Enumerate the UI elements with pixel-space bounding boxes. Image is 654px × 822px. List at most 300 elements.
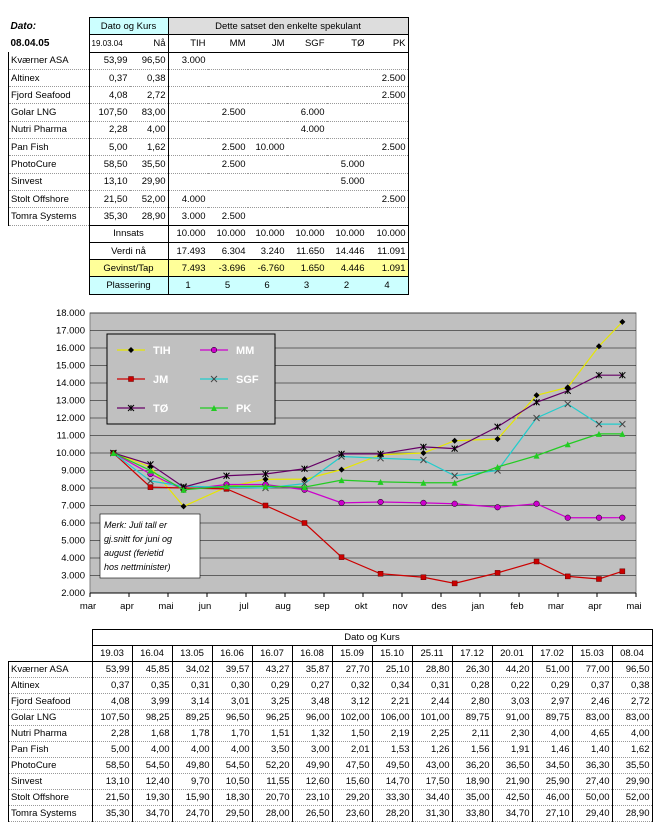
circle-marker — [452, 501, 458, 507]
price-cell: 1,40 — [572, 742, 612, 758]
line-chart — [0, 296, 654, 618]
price-cell: 39,57 — [212, 662, 252, 678]
y-tick-label: 7.000 — [61, 500, 85, 512]
legend-label: PK — [236, 403, 252, 415]
bet-cell — [327, 121, 367, 138]
x-tick-label: feb — [510, 601, 524, 612]
chart-note — [100, 514, 200, 578]
legend-label: SGF — [236, 374, 259, 386]
bet-cell — [287, 208, 327, 225]
bet-cell: 5.000 — [327, 156, 367, 173]
bet-cell — [168, 69, 208, 86]
bet-cell — [208, 121, 248, 138]
now-price: 2,72 — [130, 87, 169, 104]
date-header: 15.09 — [332, 646, 372, 662]
price-cell: 9,70 — [172, 774, 212, 790]
bet-cell: 2.500 — [367, 139, 409, 156]
bet-cell — [168, 173, 208, 190]
bet-cell — [287, 52, 327, 69]
price-cell: 18,90 — [452, 774, 492, 790]
date-header: 15.10 — [372, 646, 412, 662]
x-tick-label: okt — [354, 601, 368, 612]
stock-name: Kværner ASA — [9, 52, 90, 69]
bet-cell — [367, 104, 409, 121]
price-cell: 96,50 — [212, 710, 252, 726]
bet-cell — [208, 69, 248, 86]
now-price: 29,90 — [130, 173, 169, 190]
y-axis — [56, 308, 85, 599]
price-cell: 2,01 — [332, 742, 372, 758]
price-cell: 0,37 — [92, 678, 132, 694]
bet-cell — [248, 87, 287, 104]
price-cell: 107,50 — [92, 710, 132, 726]
price-cell: 36,20 — [452, 758, 492, 774]
price-cell: 21,50 — [92, 790, 132, 806]
price-cell: 18,30 — [212, 790, 252, 806]
bet-cell — [287, 173, 327, 190]
price-cell: 3,03 — [492, 694, 532, 710]
price-cell: 0,32 — [332, 678, 372, 694]
bet-cell: 2.500 — [208, 104, 248, 121]
legend-label: JM — [153, 374, 169, 386]
price-cell: 29,90 — [612, 774, 652, 790]
start-price: 53,99 — [89, 52, 130, 69]
price-row — [9, 790, 653, 806]
price-cell: 14,70 — [372, 774, 412, 790]
price-cell: 101,00 — [412, 710, 452, 726]
price-cell: 36,30 — [572, 758, 612, 774]
price-cell: 4,00 — [532, 726, 572, 742]
price-cell: 25,90 — [532, 774, 572, 790]
price-cell: 46,00 — [532, 790, 572, 806]
price-cell: 25,10 — [372, 662, 412, 678]
circle-marker — [495, 504, 501, 510]
stock-name: Fjord Seafood — [9, 87, 90, 104]
bet-cell — [287, 69, 327, 86]
price-cell: 1,53 — [372, 742, 412, 758]
price-cell: 12,40 — [132, 774, 172, 790]
summary-value: 4 — [367, 277, 409, 294]
start-price: 5,00 — [89, 139, 130, 156]
square-marker — [302, 521, 307, 526]
date-header: 08.04 — [612, 646, 652, 662]
col-na: Nå — [130, 35, 169, 52]
bet-cell: 4.000 — [287, 121, 327, 138]
bet-cell — [248, 104, 287, 121]
bet-cell — [327, 208, 367, 225]
stock-name: Golar LNG — [9, 710, 93, 726]
price-cell: 52,20 — [252, 758, 292, 774]
x-tick-label: sep — [314, 601, 330, 612]
note-line: hos nettminister) — [104, 562, 171, 572]
stock-row — [9, 156, 409, 173]
bet-cell — [208, 52, 248, 69]
stock-name: Fjord Seafood — [9, 694, 93, 710]
summary-row — [9, 242, 409, 259]
price-row — [9, 806, 653, 822]
now-price: 83,00 — [130, 104, 169, 121]
summary-value: 6 — [248, 277, 287, 294]
bet-cell — [168, 156, 208, 173]
bet-cell — [208, 173, 248, 190]
date-header: 16.08 — [292, 646, 332, 662]
x-axis — [80, 593, 642, 612]
price-cell: 24,70 — [172, 806, 212, 822]
price-cell: 27,70 — [332, 662, 372, 678]
bet-cell — [248, 208, 287, 225]
price-cell: 34,50 — [532, 758, 572, 774]
price-cell: 106,00 — [372, 710, 412, 726]
bet-cell: 2.500 — [208, 156, 248, 173]
now-price: 28,90 — [130, 208, 169, 225]
bet-cell — [367, 121, 409, 138]
bet-cell — [327, 52, 367, 69]
price-cell: 0,31 — [172, 678, 212, 694]
price-cell: 35,30 — [92, 806, 132, 822]
square-marker — [263, 503, 268, 508]
stock-row — [9, 139, 409, 156]
bet-cell: 5.000 — [327, 173, 367, 190]
date-header: 17.12 — [452, 646, 492, 662]
square-marker — [620, 569, 625, 574]
price-cell: 4,65 — [572, 726, 612, 742]
bet-cell: 3.000 — [168, 52, 208, 69]
y-tick-label: 11.000 — [56, 430, 85, 442]
legend-label: MM — [236, 345, 255, 357]
price-cell: 54,50 — [132, 758, 172, 774]
bottom-table-container — [8, 629, 653, 822]
summary-label: Innsats — [89, 225, 168, 242]
summary-row — [9, 277, 409, 294]
stock-row — [9, 190, 409, 207]
legend-label: TØ — [153, 403, 169, 415]
circle-marker — [534, 501, 540, 507]
price-cell: 89,75 — [532, 710, 572, 726]
now-price: 1,62 — [130, 139, 169, 156]
price-cell: 3,14 — [172, 694, 212, 710]
price-row — [9, 710, 653, 726]
y-tick-label: 5.000 — [61, 535, 85, 547]
top-table-container — [8, 17, 409, 295]
stock-name: Nutri Pharma — [9, 726, 93, 742]
y-tick-label: 16.000 — [55, 343, 85, 354]
bet-cell: 2.500 — [367, 69, 409, 86]
price-cell: 47,50 — [332, 758, 372, 774]
y-tick-label: 12.000 — [55, 413, 85, 424]
price-cell: 3,25 — [252, 694, 292, 710]
y-tick-label: 8.000 — [61, 483, 85, 494]
price-cell: 91,00 — [492, 710, 532, 726]
price-history-table — [8, 629, 653, 822]
price-cell: 15,60 — [332, 774, 372, 790]
bet-cell: 2.500 — [208, 139, 248, 156]
price-cell: 1,70 — [212, 726, 252, 742]
price-cell: 34,70 — [492, 806, 532, 822]
price-cell: 33,80 — [452, 806, 492, 822]
price-cell: 34,70 — [132, 806, 172, 822]
summary-value: 6.304 — [208, 242, 248, 259]
price-cell: 49,90 — [292, 758, 332, 774]
price-row — [9, 726, 653, 742]
price-cell: 3,50 — [252, 742, 292, 758]
price-cell: 1,50 — [332, 726, 372, 742]
price-cell: 15,90 — [172, 790, 212, 806]
price-cell: 0,35 — [132, 678, 172, 694]
stock-row — [9, 52, 409, 69]
price-cell: 2,25 — [412, 726, 452, 742]
x-tick-label: aug — [275, 601, 291, 612]
spec-col: TØ — [327, 35, 367, 52]
y-tick-label: 10.000 — [55, 448, 85, 459]
stock-name: Tomra Systems — [9, 208, 90, 225]
circle-marker — [378, 499, 384, 505]
square-marker — [378, 571, 383, 576]
now-price: 4,00 — [130, 121, 169, 138]
stock-name: Sinvest — [9, 774, 93, 790]
bottom-title: Dato og Kurs — [92, 630, 652, 646]
price-cell: 2,97 — [532, 694, 572, 710]
summary-row — [9, 225, 409, 242]
price-cell: 31,30 — [412, 806, 452, 822]
price-cell: 2,19 — [372, 726, 412, 742]
date-header: 20.01 — [492, 646, 532, 662]
date-header: 13.05 — [172, 646, 212, 662]
price-cell: 43,27 — [252, 662, 292, 678]
price-cell: 23,10 — [292, 790, 332, 806]
price-cell: 0,22 — [492, 678, 532, 694]
square-marker — [129, 377, 134, 382]
y-tick-label: 15.000 — [55, 360, 85, 372]
summary-value: 1.091 — [367, 260, 409, 277]
price-cell: 50,00 — [572, 790, 612, 806]
summary-value: 3.240 — [248, 242, 287, 259]
stock-name: Pan Fish — [9, 742, 93, 758]
x-tick-label: apr — [120, 601, 134, 612]
x-tick-label: mai — [158, 601, 174, 612]
date-header: 19.03 — [92, 646, 132, 662]
summary-value: 11.091 — [367, 242, 409, 259]
stock-name: Kværner ASA — [9, 662, 93, 678]
note-line: august (ferietid — [104, 548, 164, 558]
price-cell: 1,78 — [172, 726, 212, 742]
price-cell: 53,99 — [92, 662, 132, 678]
stock-name: Tomra Systems — [9, 806, 93, 822]
price-cell: 43,00 — [412, 758, 452, 774]
stock-row — [9, 173, 409, 190]
price-cell: 2,44 — [412, 694, 452, 710]
price-cell: 0,29 — [252, 678, 292, 694]
date-header: 16.06 — [212, 646, 252, 662]
price-cell: 0,30 — [212, 678, 252, 694]
price-cell: 33,30 — [372, 790, 412, 806]
start-price: 2,28 — [89, 121, 130, 138]
x-tick-label: jul — [239, 601, 249, 612]
price-cell: 89,75 — [452, 710, 492, 726]
bet-cell — [367, 156, 409, 173]
summary-label: Gevinst/Tap — [89, 260, 168, 277]
spec-col: MM — [208, 35, 248, 52]
price-cell: 2,46 — [572, 694, 612, 710]
price-cell: 102,00 — [332, 710, 372, 726]
stock-row — [9, 87, 409, 104]
price-cell: 0,31 — [412, 678, 452, 694]
price-cell: 4,00 — [172, 742, 212, 758]
price-cell: 20,70 — [252, 790, 292, 806]
x-tick-label: des — [431, 601, 447, 612]
bet-cell — [287, 87, 327, 104]
stock-row — [9, 104, 409, 121]
summary-value: 1 — [168, 277, 208, 294]
price-cell: 23,60 — [332, 806, 372, 822]
stock-name: Golar LNG — [9, 104, 90, 121]
price-cell: 45,85 — [132, 662, 172, 678]
price-cell: 0,34 — [372, 678, 412, 694]
price-cell: 5,00 — [92, 742, 132, 758]
y-tick-label: 9.000 — [61, 465, 85, 477]
price-cell: 17,50 — [412, 774, 452, 790]
stock-name: Stolt Offshore — [9, 190, 90, 207]
price-row — [9, 662, 653, 678]
bet-cell — [327, 104, 367, 121]
bet-cell — [367, 52, 409, 69]
y-tick-label: 4.000 — [61, 553, 85, 564]
spec-col: JM — [248, 35, 287, 52]
y-tick-label: 2.000 — [61, 588, 85, 599]
price-cell: 29,20 — [332, 790, 372, 806]
summary-value: 10.000 — [327, 225, 367, 242]
date-header: 15.03 — [572, 646, 612, 662]
price-cell: 3,00 — [292, 742, 332, 758]
spec-col: PK — [367, 35, 409, 52]
date-header: 16.04 — [132, 646, 172, 662]
bet-cell — [168, 104, 208, 121]
price-cell: 21,90 — [492, 774, 532, 790]
price-cell: 1,32 — [292, 726, 332, 742]
date-value: 08.04.05 — [10, 37, 50, 49]
price-cell: 1,46 — [532, 742, 572, 758]
now-price: 96,50 — [130, 52, 169, 69]
price-cell: 51,00 — [532, 662, 572, 678]
bet-cell — [248, 52, 287, 69]
price-cell: 58,50 — [92, 758, 132, 774]
bet-cell — [168, 87, 208, 104]
price-cell: 96,25 — [252, 710, 292, 726]
price-cell: 1,56 — [452, 742, 492, 758]
stock-name: PhotoCure — [9, 156, 90, 173]
x-tick-label: jan — [471, 601, 485, 612]
start-price: 0,37 — [89, 69, 130, 86]
note-line: gj.snitt for juni og — [104, 534, 173, 544]
spek-header: Dette satset den enkelte spekulant — [168, 18, 408, 35]
price-cell: 12,60 — [292, 774, 332, 790]
bet-cell: 6.000 — [287, 104, 327, 121]
bet-cell — [367, 208, 409, 225]
circle-marker — [620, 515, 626, 521]
price-cell: 4,00 — [612, 726, 652, 742]
summary-label: Verdi nå — [89, 242, 168, 259]
stock-name: Stolt Offshore — [9, 790, 93, 806]
bet-cell — [248, 156, 287, 173]
square-marker — [421, 575, 426, 580]
price-cell: 96,50 — [612, 662, 652, 678]
legend-label: TIH — [153, 345, 171, 357]
note-line: Merk: Juli tall er — [104, 520, 168, 530]
summary-value: -3.696 — [208, 260, 248, 277]
price-cell: 26,30 — [452, 662, 492, 678]
price-cell: 13,10 — [92, 774, 132, 790]
x-tick-label: jun — [198, 601, 212, 612]
price-cell: 49,80 — [172, 758, 212, 774]
price-cell: 0,27 — [292, 678, 332, 694]
circle-marker — [596, 515, 602, 521]
start-price: 21,50 — [89, 190, 130, 207]
bet-cell: 4.000 — [168, 190, 208, 207]
date-header: 17.02 — [532, 646, 572, 662]
summary-value: 3 — [287, 277, 327, 294]
price-cell: 52,00 — [612, 790, 652, 806]
price-cell: 28,90 — [612, 806, 652, 822]
bet-cell — [168, 139, 208, 156]
summary-value: 11.650 — [287, 242, 327, 259]
price-cell: 3,12 — [332, 694, 372, 710]
price-cell: 34,02 — [172, 662, 212, 678]
price-cell: 44,20 — [492, 662, 532, 678]
price-cell: 27,10 — [532, 806, 572, 822]
price-row — [9, 694, 653, 710]
x-tick-label: apr — [588, 601, 602, 612]
bet-cell — [327, 139, 367, 156]
price-cell: 3,99 — [132, 694, 172, 710]
bet-cell — [208, 190, 248, 207]
stock-row — [9, 208, 409, 225]
bet-cell — [248, 69, 287, 86]
circle-marker — [421, 500, 427, 506]
bet-cell — [248, 121, 287, 138]
price-cell: 29,50 — [212, 806, 252, 822]
y-tick-label: 17.000 — [55, 325, 85, 337]
price-cell: 29,40 — [572, 806, 612, 822]
dato-kurs-header: Dato og Kurs — [89, 18, 168, 35]
circle-marker — [211, 347, 217, 353]
col-first-date: 19.03.04 — [89, 35, 130, 52]
price-cell: 42,50 — [492, 790, 532, 806]
stock-name: Pan Fish — [9, 139, 90, 156]
summary-value: 10.000 — [208, 225, 248, 242]
bet-cell — [248, 190, 287, 207]
start-price: 4,08 — [89, 87, 130, 104]
price-cell: 49,50 — [372, 758, 412, 774]
start-price: 58,50 — [89, 156, 130, 173]
price-cell: 10,50 — [212, 774, 252, 790]
summary-value: 2 — [327, 277, 367, 294]
price-cell: 1,51 — [252, 726, 292, 742]
y-tick-label: 18.000 — [55, 308, 85, 319]
price-cell: 36,50 — [492, 758, 532, 774]
price-cell: 96,00 — [292, 710, 332, 726]
price-cell: 11,55 — [252, 774, 292, 790]
stock-name: Nutri Pharma — [9, 121, 90, 138]
price-row — [9, 774, 653, 790]
price-cell: 83,00 — [612, 710, 652, 726]
price-cell: 77,00 — [572, 662, 612, 678]
y-tick-label: 13.000 — [55, 395, 85, 407]
bet-cell: 3.000 — [168, 208, 208, 225]
speculation-table — [8, 17, 409, 295]
price-row — [9, 742, 653, 758]
bet-cell — [208, 87, 248, 104]
square-marker — [495, 570, 500, 575]
price-cell: 0,38 — [612, 678, 652, 694]
